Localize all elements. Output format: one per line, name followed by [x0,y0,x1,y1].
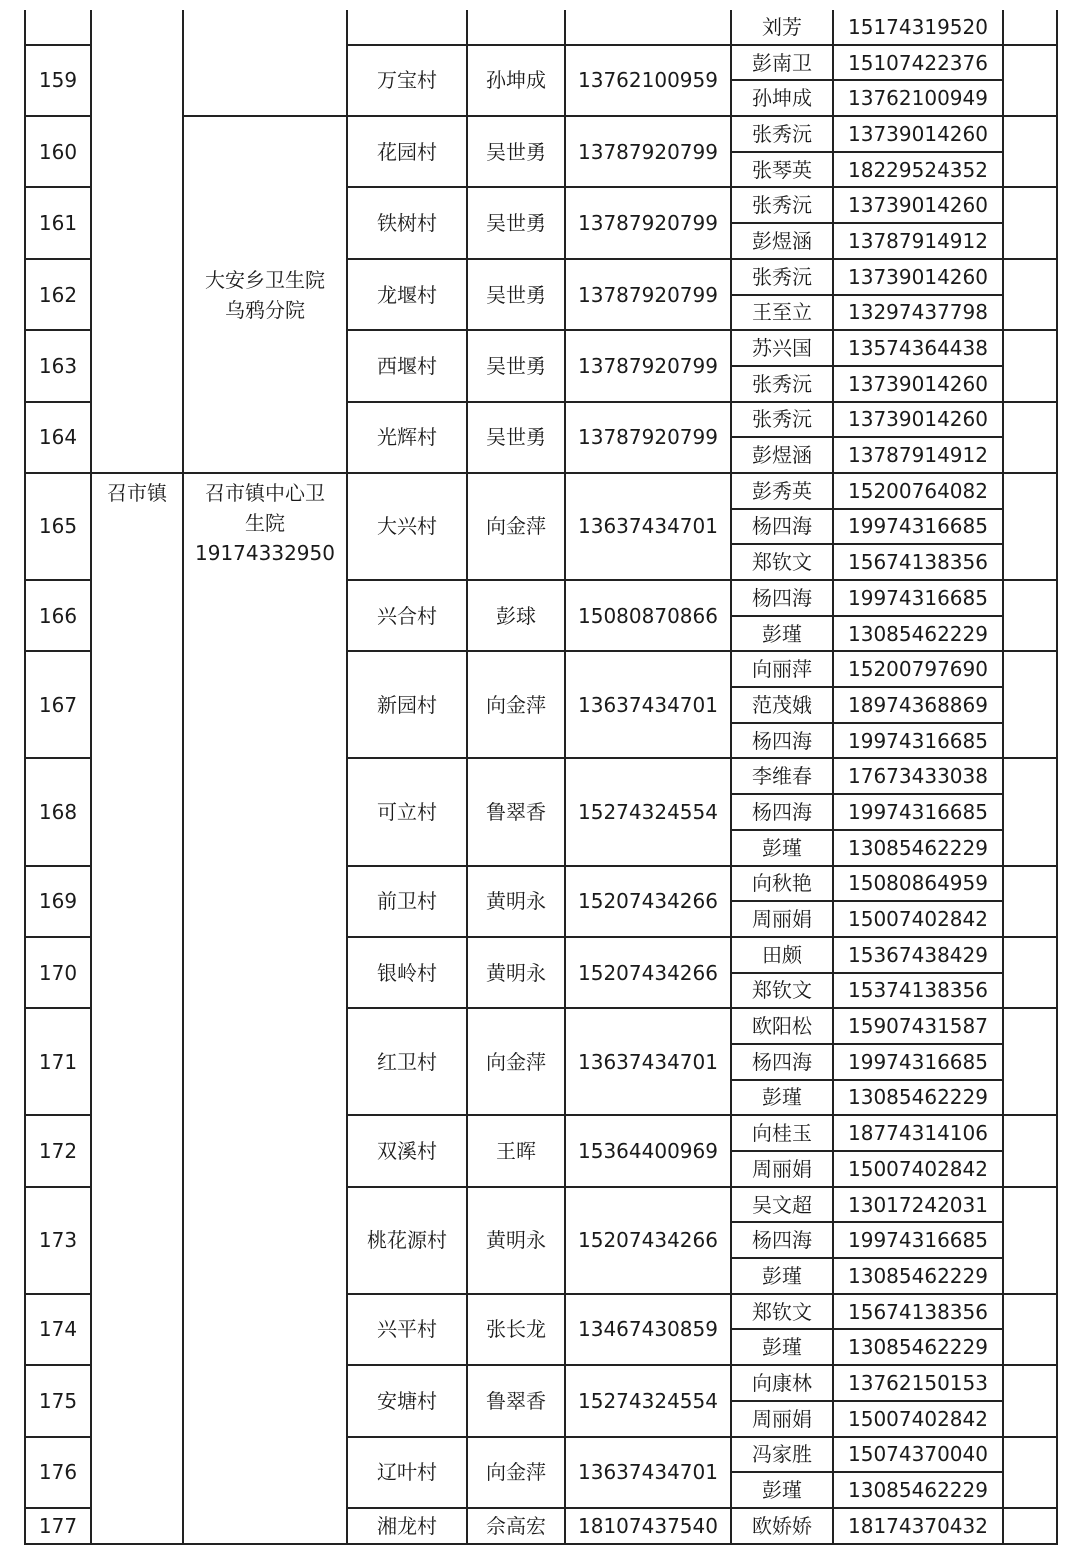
village-cell [347,10,467,45]
doctor-phone-cell: 15207434266 [565,1187,731,1294]
staff-name-cell: 彭瑾 [731,1080,833,1116]
staff-name-cell: 范茂娥 [731,687,833,723]
staff-phone-cell: 13787914912 [833,437,1003,473]
staff-phone-cell: 13085462229 [833,830,1003,866]
staff-phone-cell: 15074370040 [833,1437,1003,1473]
note-cell [1003,402,1057,473]
hospital-name-line: 乌鸦分院 [225,297,305,322]
staff-name-cell: 彭南卫 [731,45,833,81]
staff-name-cell: 彭煜涵 [731,437,833,473]
row-number-cell: 174 [25,1294,91,1365]
staff-name-cell: 张琴英 [731,152,833,188]
staff-phone-cell: 15367438429 [833,937,1003,973]
staff-name-cell: 郑钦文 [731,973,833,1009]
note-cell [1003,1294,1057,1365]
doctor-cell: 向金萍 [467,1437,565,1508]
staff-name-cell: 彭瑾 [731,830,833,866]
doctor-cell: 张长龙 [467,1294,565,1365]
row-number-cell: 161 [25,187,91,258]
village-cell: 银岭村 [347,937,467,1008]
staff-phone-cell: 13085462229 [833,1472,1003,1508]
note-cell [1003,937,1057,1008]
staff-name-cell: 孙坤成 [731,80,833,116]
note-cell [1003,1508,1057,1544]
staff-phone-cell: 13762100949 [833,80,1003,116]
doctor-phone-cell: 13787920799 [565,402,731,473]
row-number-cell: 176 [25,1437,91,1508]
note-cell [1003,116,1057,187]
hospital-name-line: 生院 [245,510,285,535]
staff-name-cell: 张秀沅 [731,366,833,402]
doctor-phone-cell: 13787920799 [565,187,731,258]
staff-phone-cell: 18974368869 [833,687,1003,723]
note-cell [1003,758,1057,865]
staff-phone-cell: 15007402842 [833,901,1003,937]
town-cell: 召市镇 [91,473,183,1544]
hospital-name-line: 大安乡卫生院 [205,267,325,292]
staff-phone-cell: 15374138356 [833,973,1003,1009]
doctor-cell: 吴世勇 [467,187,565,258]
staff-phone-cell: 13085462229 [833,1258,1003,1294]
staff-phone-cell: 17673433038 [833,758,1003,794]
staff-phone-cell: 19974316685 [833,794,1003,830]
row-number-cell: 162 [25,259,91,330]
staff-name-cell: 杨四海 [731,723,833,759]
hospital-cell [183,473,347,1544]
row-number-cell: 169 [25,866,91,937]
staff-phone-cell: 18229524352 [833,152,1003,188]
staff-name-cell: 苏兴国 [731,330,833,366]
staff-phone-cell: 18774314106 [833,1115,1003,1151]
doctor-phone-cell: 15364400969 [565,1115,731,1186]
hospital-cell [183,116,347,473]
village-cell: 湘龙村 [347,1508,467,1544]
staff-name-cell: 张秀沅 [731,116,833,152]
staff-name-cell: 杨四海 [731,1044,833,1080]
staff-phone-cell: 13085462229 [833,1080,1003,1116]
doctor-cell [467,10,565,45]
row-number-cell: 159 [25,45,91,116]
staff-name-cell: 向丽萍 [731,651,833,687]
staff-phone-cell: 15907431587 [833,1008,1003,1044]
staff-phone-cell: 13297437798 [833,295,1003,331]
doctor-phone-cell: 15274324554 [565,758,731,865]
doctor-cell: 孙坤成 [467,45,565,116]
note-cell [1003,473,1057,580]
village-cell: 龙堰村 [347,259,467,330]
doctor-cell: 佘高宏 [467,1508,565,1544]
staff-phone-cell: 15007402842 [833,1401,1003,1437]
village-cell: 花园村 [347,116,467,187]
staff-name-cell: 欧娇娇 [731,1508,833,1544]
row-number-cell: 173 [25,1187,91,1294]
note-cell [1003,1115,1057,1186]
doctor-phone-cell: 13787920799 [565,116,731,187]
staff-name-cell: 郑钦文 [731,544,833,580]
village-cell: 双溪村 [347,1115,467,1186]
staff-phone-cell: 13787914912 [833,223,1003,259]
note-cell [1003,187,1057,258]
staff-phone-cell: 13085462229 [833,1329,1003,1365]
staff-phone-cell: 13762150153 [833,1365,1003,1401]
staff-name-cell: 郑钦文 [731,1294,833,1330]
doctor-phone-cell: 13637434701 [565,1437,731,1508]
village-cell: 可立村 [347,758,467,865]
staff-phone-cell: 19974316685 [833,509,1003,545]
staff-phone-cell: 15200797690 [833,651,1003,687]
staff-phone-cell: 19974316685 [833,723,1003,759]
village-cell: 新园村 [347,651,467,758]
doctor-phone-cell: 15207434266 [565,937,731,1008]
village-cell: 安塘村 [347,1365,467,1436]
staff-name-cell: 彭煜涵 [731,223,833,259]
staff-phone-cell: 15674138356 [833,1294,1003,1330]
staff-name-cell: 杨四海 [731,794,833,830]
row-number-cell: 167 [25,651,91,758]
staff-phone-cell: 15107422376 [833,45,1003,81]
staff-name-cell: 张秀沅 [731,187,833,223]
staff-phone-cell: 13085462229 [833,616,1003,652]
doctor-phone-cell: 15080870866 [565,580,731,651]
hospital-cell [183,10,347,116]
staff-name-cell: 冯家胜 [731,1437,833,1473]
staff-name-cell: 田颇 [731,937,833,973]
staff-name-cell: 彭瑾 [731,1258,833,1294]
village-cell: 辽叶村 [347,1437,467,1508]
row-number-cell: 175 [25,1365,91,1436]
staff-name-cell: 彭瑾 [731,616,833,652]
doctor-phone-cell: 13637434701 [565,1008,731,1115]
staff-name-cell: 彭秀英 [731,473,833,509]
row-number-cell: 172 [25,1115,91,1186]
village-cell: 光辉村 [347,402,467,473]
staff-name-cell: 杨四海 [731,580,833,616]
staff-name-cell: 王至立 [731,295,833,331]
row-number-cell: 163 [25,330,91,401]
contact-table [24,10,1058,1545]
staff-name-cell: 向康林 [731,1365,833,1401]
staff-phone-cell: 15174319520 [833,10,1003,45]
staff-name-cell: 张秀沅 [731,259,833,295]
staff-name-cell: 张秀沅 [731,402,833,438]
row-number-cell: 177 [25,1508,91,1544]
staff-phone-cell: 13739014260 [833,187,1003,223]
staff-name-cell: 周丽娟 [731,901,833,937]
note-cell [1003,330,1057,401]
doctor-cell: 向金萍 [467,1008,565,1115]
village-cell: 万宝村 [347,45,467,116]
table-row [25,10,1057,45]
row-number-cell: 168 [25,758,91,865]
doctor-phone-cell: 15274324554 [565,1365,731,1436]
doctor-phone-cell: 15207434266 [565,866,731,937]
staff-name-cell: 刘芳 [731,10,833,45]
doctor-cell: 吴世勇 [467,259,565,330]
village-cell: 兴合村 [347,580,467,651]
staff-phone-cell: 19974316685 [833,1222,1003,1258]
village-cell: 前卫村 [347,866,467,937]
doctor-cell: 黄明永 [467,866,565,937]
row-number-cell: 165 [25,473,91,580]
note-cell [1003,1437,1057,1508]
doctor-phone-cell: 13637434701 [565,473,731,580]
doctor-cell: 鲁翠香 [467,758,565,865]
doctor-cell: 吴世勇 [467,116,565,187]
village-cell: 桃花源村 [347,1187,467,1294]
note-cell [1003,651,1057,758]
doctor-cell: 鲁翠香 [467,1365,565,1436]
staff-phone-cell: 13574364438 [833,330,1003,366]
note-cell [1003,10,1057,45]
staff-name-cell: 向秋艳 [731,866,833,902]
doctor-phone-cell: 13637434701 [565,651,731,758]
staff-name-cell: 向桂玉 [731,1115,833,1151]
staff-name-cell: 杨四海 [731,509,833,545]
hospital-name-line: 19174332950 [195,540,335,565]
village-cell: 大兴村 [347,473,467,580]
staff-phone-cell: 13017242031 [833,1187,1003,1223]
doctor-cell: 黄明永 [467,937,565,1008]
staff-name-cell: 周丽娟 [731,1401,833,1437]
row-number-cell: 171 [25,1008,91,1115]
staff-name-cell: 吴文超 [731,1187,833,1223]
row-number-cell: 170 [25,937,91,1008]
staff-name-cell: 欧阳松 [731,1008,833,1044]
doctor-phone-cell [565,10,731,45]
doctor-cell: 王晖 [467,1115,565,1186]
hospital-name-line: 召市镇中心卫 [205,480,325,505]
doctor-phone-cell: 13762100959 [565,45,731,116]
note-cell [1003,259,1057,330]
village-cell: 西堰村 [347,330,467,401]
staff-phone-cell: 13739014260 [833,116,1003,152]
row-number-cell: 160 [25,116,91,187]
staff-phone-cell: 15200764082 [833,473,1003,509]
staff-phone-cell: 18174370432 [833,1508,1003,1544]
staff-phone-cell: 19974316685 [833,580,1003,616]
note-cell [1003,866,1057,937]
staff-phone-cell: 13739014260 [833,259,1003,295]
table-row [25,473,1057,509]
doctor-phone-cell: 13787920799 [565,259,731,330]
row-number-cell [25,10,91,45]
doctor-phone-cell: 13467430859 [565,1294,731,1365]
village-cell: 兴平村 [347,1294,467,1365]
town-cell [91,10,183,473]
doctor-phone-cell: 18107437540 [565,1508,731,1544]
note-cell [1003,580,1057,651]
note-cell [1003,1008,1057,1115]
staff-name-cell: 杨四海 [731,1222,833,1258]
doctor-phone-cell: 13787920799 [565,330,731,401]
staff-phone-cell: 15080864959 [833,866,1003,902]
doctor-cell: 向金萍 [467,473,565,580]
staff-name-cell: 周丽娟 [731,1151,833,1187]
note-cell [1003,1187,1057,1294]
table-body [25,10,1057,1544]
village-cell: 红卫村 [347,1008,467,1115]
row-number-cell: 164 [25,402,91,473]
doctor-cell: 吴世勇 [467,402,565,473]
staff-phone-cell: 13739014260 [833,402,1003,438]
doctor-cell: 吴世勇 [467,330,565,401]
staff-phone-cell: 13739014260 [833,366,1003,402]
doctor-cell: 向金萍 [467,651,565,758]
village-cell: 铁树村 [347,187,467,258]
staff-phone-cell: 19974316685 [833,1044,1003,1080]
staff-phone-cell: 15007402842 [833,1151,1003,1187]
doctor-cell: 彭球 [467,580,565,651]
doctor-cell: 黄明永 [467,1187,565,1294]
note-cell [1003,1365,1057,1436]
staff-phone-cell: 15674138356 [833,544,1003,580]
staff-name-cell: 彭瑾 [731,1329,833,1365]
staff-name-cell: 李维春 [731,758,833,794]
staff-name-cell: 彭瑾 [731,1472,833,1508]
note-cell [1003,45,1057,116]
row-number-cell: 166 [25,580,91,651]
